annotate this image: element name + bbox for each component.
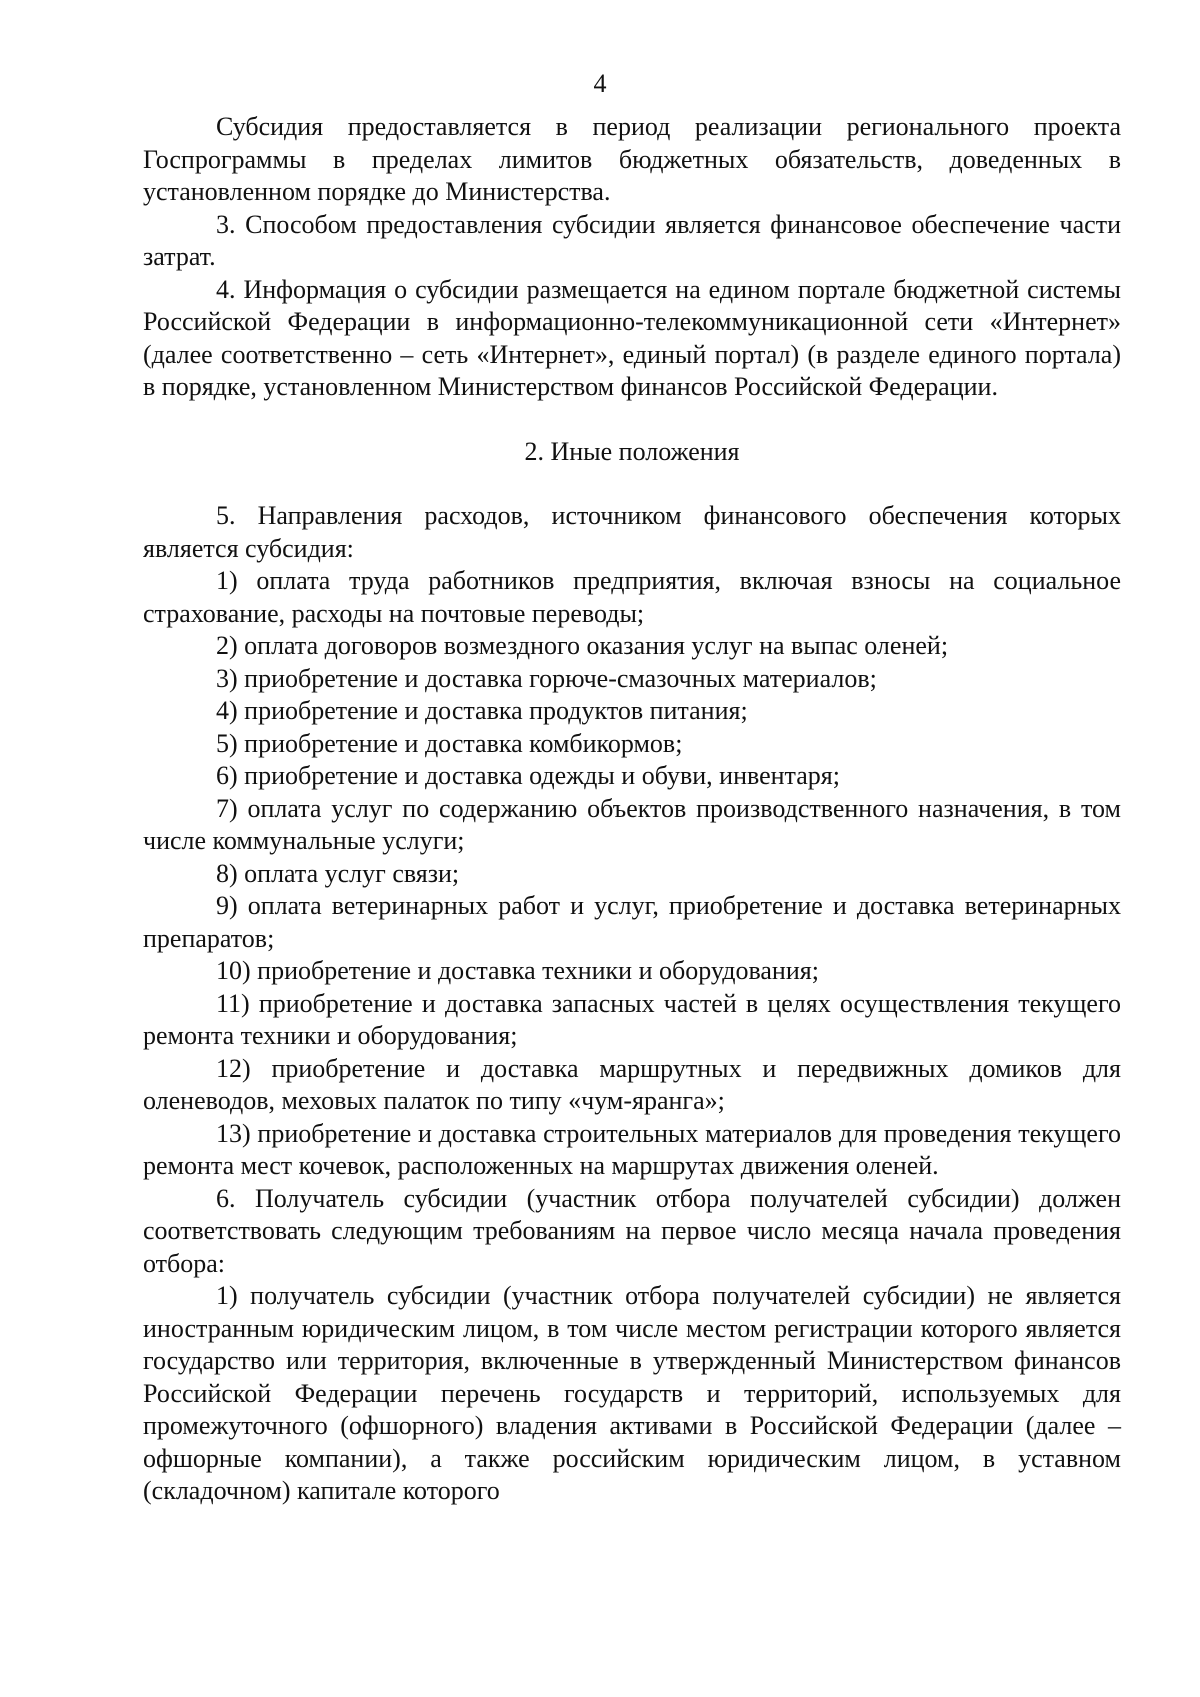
document-body xyxy=(143,111,1121,1508)
list-item-5-7: 7) оплата услуг по содержанию объектов производственного назначения, в том числе коммунальные услуги; xyxy=(143,793,1121,855)
section-title: 2. Иные положения xyxy=(524,436,740,466)
list-item-5-12: 12) приобретение и доставка маршрутных и передвижных домиков для оленеводов, меховых палаток по типу «чум-яранга»; xyxy=(143,1053,1121,1115)
list-item-6-1: 1) получатель субсидии (участник отбора получателей субсидии) не является иностранным юридическим лицом, в том числе местом регистрации которого является государство или территория, включенные в утвержденный Министерством финансов Российской Федерации перечень государств и территорий, используемых для промежуточного (офшорного) владения активами в Российской Федерации (далее – офшорные компании), а также российским юридическим лицом, в уставном (складочном) капитале которого xyxy=(143,1281,1121,1505)
list-item-5-6: 6) приобретение и доставка одежды и обуви, инвентаря; xyxy=(216,761,840,790)
paragraph-subsidy-period: Субсидия предоставляется в период реализации регионального проекта Госпрограммы в пределах лимитов бюджетных обязательств, доведенных в установленном порядке до Министерства. xyxy=(143,112,1121,206)
paragraph-6: 6. Получатель субсидии (участник отбора получателей субсидии) должен соответствовать следующим требованиям на первое число месяца начала проведения отбора: xyxy=(143,1183,1121,1278)
list-item-5-11: 11) приобретение и доставка запасных частей в целях осуществления текущего ремонта техники и оборудования; xyxy=(143,988,1121,1050)
list-item-5-3: 3) приобретение и доставка горюче-смазочных материалов; xyxy=(216,663,877,693)
paragraph-4: 4. Информация о субсидии размещается на едином портале бюджетной системы Российской Федерации в информационно-телекоммуникационной сети «Интернет» (далее соответственно – сеть «Интернет», единый портал) (в разделе единого портала) в порядке, установленном Министерством финансов Российской Федерации. xyxy=(143,274,1121,401)
paragraph-3: 3. Способом предоставления субсидии является финансовое обеспечение части затрат. xyxy=(143,209,1121,271)
list-item-5-10: 10) приобретение и доставка техники и оборудования; xyxy=(216,956,819,985)
list-item-5-2: 2) оплата договоров возмездного оказания услуг на выпас оленей; xyxy=(216,631,949,660)
list-item-5-9: 9) оплата ветеринарных работ и услуг, приобретение и доставка ветеринарных препаратов; xyxy=(143,891,1121,953)
list-item-5-5: 5) приобретение и доставка комбикормов; xyxy=(216,728,683,758)
page-number: 4 xyxy=(593,69,607,98)
paragraph-5: 5. Направления расходов, источником финансового обеспечения которых является субсидия: xyxy=(143,501,1121,563)
list-item-5-13: 13) приобретение и доставка строительных материалов для проведения текущего ремонта мест кочевок, расположенных на маршрутах движения оленей. xyxy=(143,1118,1121,1180)
list-item-5-4: 4) приобретение и доставка продуктов питания; xyxy=(216,696,748,725)
list-item-5-1: 1) оплата труда работников предприятия, включая взносы на социальное страхование, расходы на почтовые переводы; xyxy=(143,566,1121,628)
list-item-5-8: 8) оплата услуг связи; xyxy=(216,858,460,888)
